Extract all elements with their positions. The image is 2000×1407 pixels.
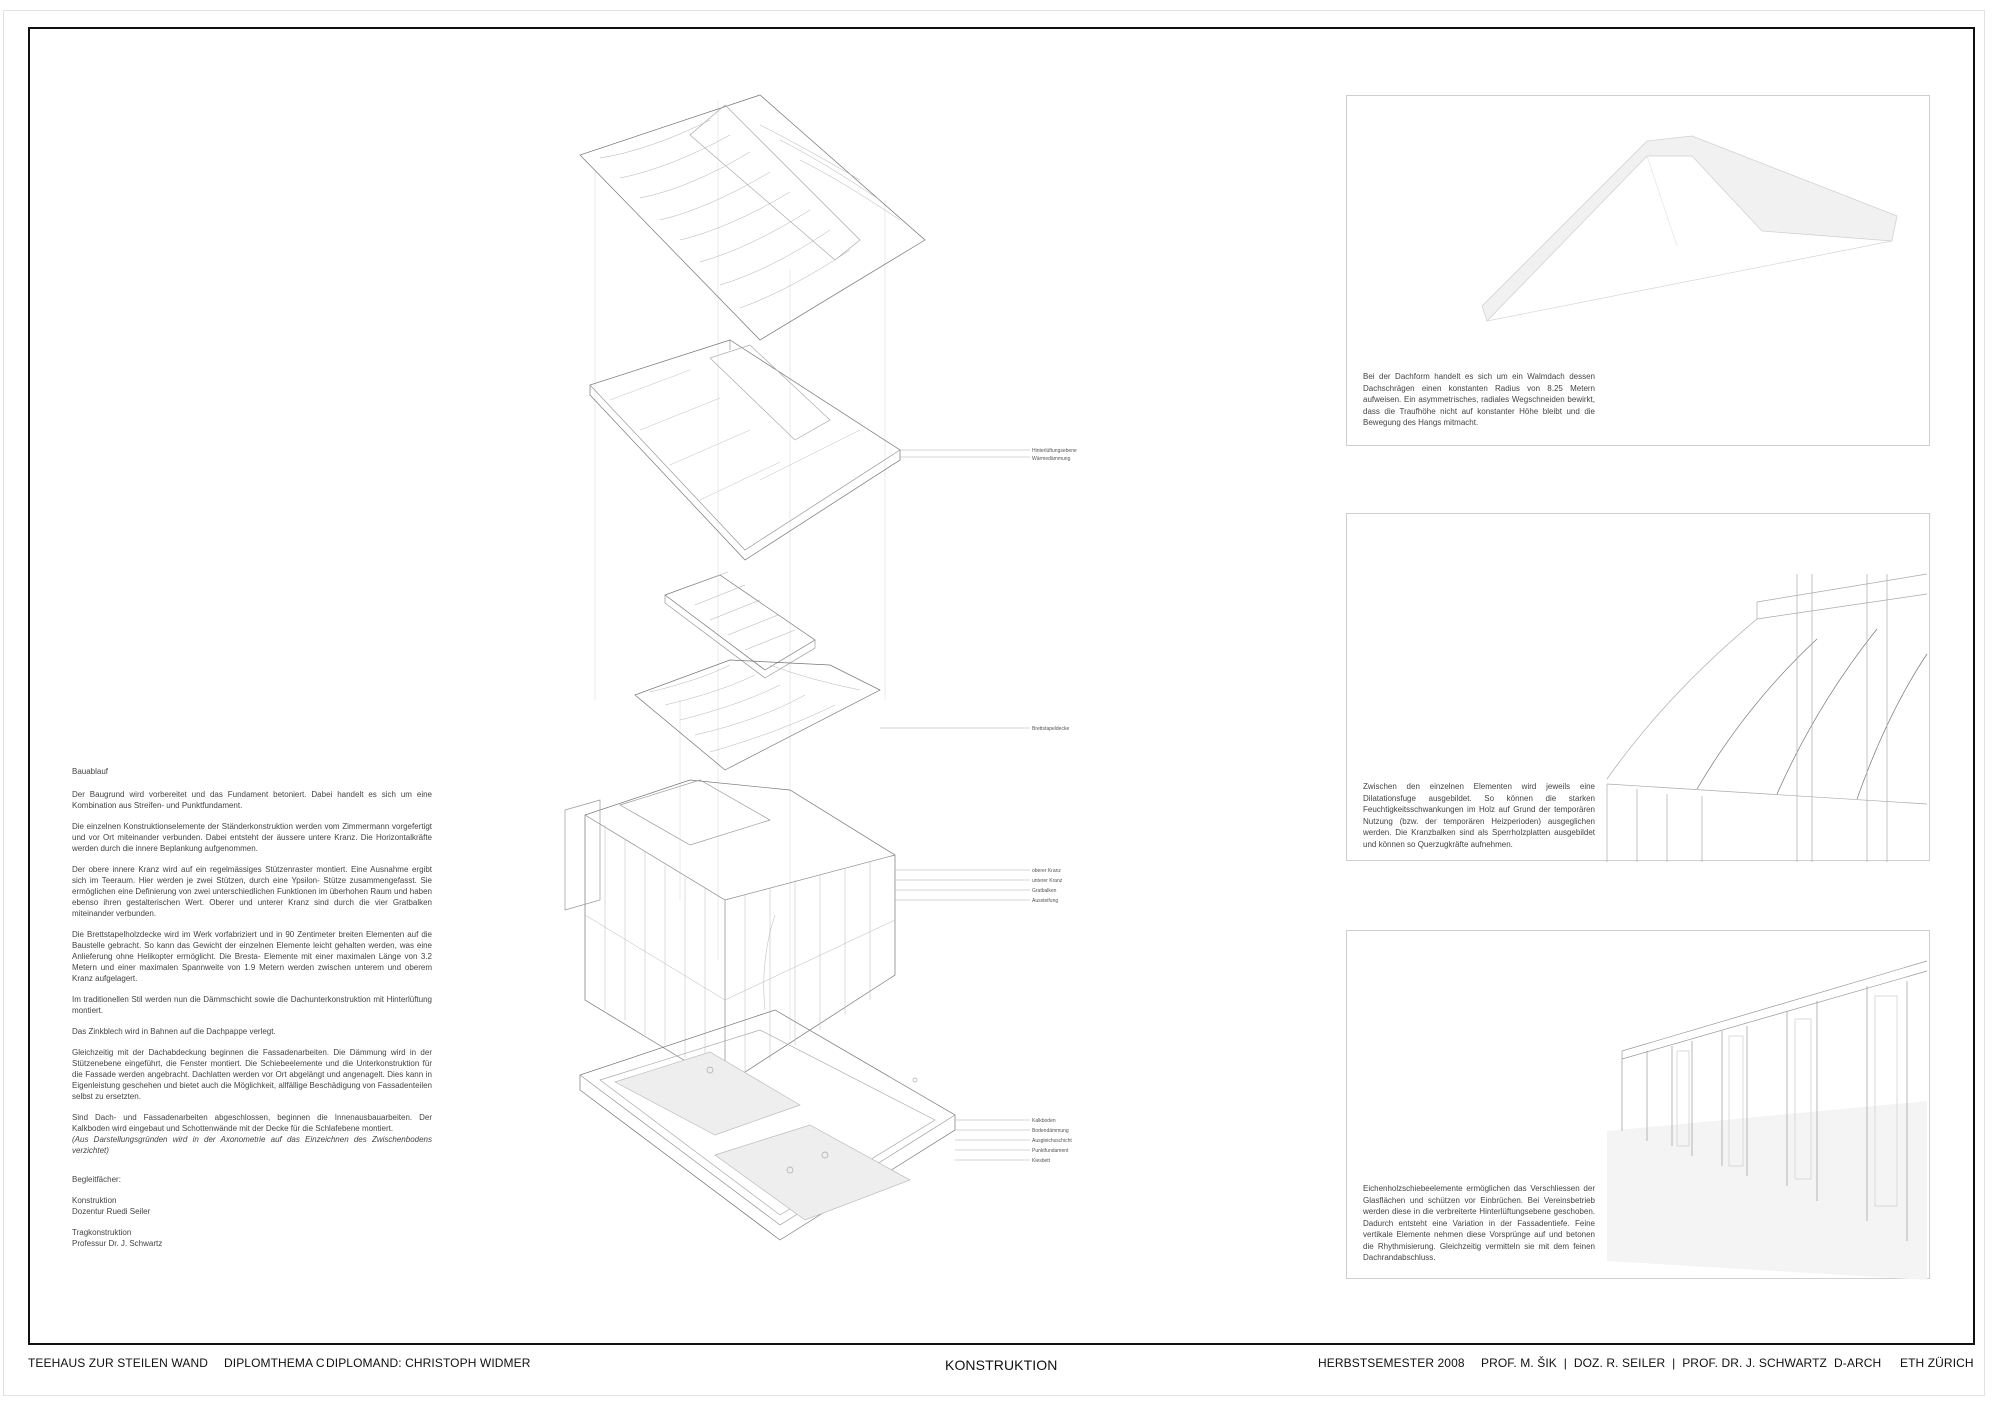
svg-text:Bodendämmung: Bodendämmung — [1032, 1128, 1069, 1134]
exploded-axonometric-drawing — [560, 80, 1250, 1280]
paragraph: Die einzelnen Konstruktionselemente der Ständerkonstruktion werden vom Zimmermann vorgefertigt und vor Ort miteinander verbunden. Dabei entsteht der äussere untere Kranz. Die Horizontalkräfte werden durch die innere Beplankung aufgenommen. — [72, 822, 432, 853]
paragraph: Gleichzeitig mit der Dachabdeckung beginnen die Fassadenarbeiten. Die Dämmung wird in der Stützenebene eingeführt, die Fenster montiert. Die Schiebeelemente und die Unterkonstruktion für die Fassade werden angebracht. Dachlatten werden vor Ort abgelängt und angenagelt. Dies kann in Eigenleistung geschehen und bietet auch die Möglichkeit, allfällige Beschädigung von Fassadenteilen selbst zu ersetzten. — [72, 1048, 432, 1101]
svg-text:Brettstapeldecke: Brettstapeldecke — [1032, 726, 1070, 732]
paragraph: Der obere innere Kranz wird auf ein regelmässiges Stützenraster montiert. Eine Ausnahme ergibt sich im Teeraum. Hier werden je zwei Stützen, durch eine Ypsilon- Stütze zusammengefasst. Sie ermöglichen eine Definierung von zwei unterschiedlichen Funktionen im überhohen Raum und haben ebenso ihren gestalterischen Wert. Oberer und unterer Kranz sind durch die vier Gratbalken miteinander verbunden. — [72, 865, 432, 918]
credits-heading: Begleitfächer: — [72, 1175, 121, 1184]
svg-text:Wärmedämmung: Wärmedämmung — [1032, 456, 1071, 462]
credit-name: Professur Dr. J. Schwartz — [72, 1239, 163, 1248]
svg-text:Hinterlüftungsebene: Hinterlüftungsebene — [1032, 448, 1077, 454]
italic-note: (Aus Darstellungsgründen wird in der Axonometrie auf das Einzeichnen des Zwischenbodens verzichtet) — [72, 1135, 432, 1155]
board-stack-ceiling-layer — [635, 660, 1069, 770]
svg-text:Aussteifung: Aussteifung — [1032, 898, 1059, 904]
insulation-layer — [590, 340, 1077, 560]
detail-panel-dilatation — [1346, 513, 1930, 861]
panel-description: Zwischen den einzelnen Elementen wird jeweils eine Dilatationsfuge ausgebildet. So können die starken Feuchtigkeitsschwankungen im Holz auf Grund der temporären Nutzung (bzw. der temporären Heizperioden) ausgeglichen werden. Die Kranzbalken sind als Sperrholzplatten ausgebildet und können so Querzugkräfte aufnehmen. — [1363, 782, 1595, 849]
svg-text:Punktfundament: Punktfundament — [1032, 1148, 1069, 1154]
footer-sheet-title: KONSTRUKTION — [945, 1357, 1058, 1373]
panel-description: Eichenholzschiebeelemente ermöglichen das Verschliessen der Glasflächen und schützen vor Einbrüchen. Bei Vereinsbetrieb werden diese in die verbreiterte Hinterlüftungsebene geschoben. Dadurch entsteht eine Variation in der Fassadentiefe. Feine vertikale Elemente nehmen diese Vorsprünge auf und betonen die Rhythmisierung. Gleichzeitig vermitteln sie mit dem feinen Dachrandabschluss. — [1363, 1184, 1595, 1262]
footer-thema: DIPLOMTHEMA C — [224, 1356, 325, 1370]
paragraph: Sind Dach- und Fassadenarbeiten abgeschlossen, beginnen die Innenausbauarbeiten. Der Kalkboden wird eingebaut und Schottenwände mit der Decke für die Schlafebene montiert. — [72, 1113, 432, 1133]
paragraph: Das Zinkblech wird in Bahnen auf die Dachpappe verlegt. — [72, 1027, 276, 1036]
paragraph: Im traditionellen Stil werden nun die Dämmschicht sowie die Dachunterkonstruktion mit Hinterlüftung montiert. — [72, 995, 432, 1015]
svg-text:Gratbalken: Gratbalken — [1032, 888, 1057, 894]
footer-semester: HERBSTSEMESTER 2008 — [1318, 1356, 1465, 1370]
foundation-layer — [580, 1010, 1072, 1240]
zinc-roof-layer — [580, 95, 925, 340]
paragraph: Die Brettstapelholzdecke wird im Werk vorfabriziert und in 90 Zentimeter breiten Elementen auf die Baustelle gebracht. So kann das Gewicht der einzelnen Elemente leicht gehalten werden, was eine Anlieferung ohne Helikopter ermöglicht. Die Bresta- Elemente mit einer maximalen Länge von 3.2 Metern und einer maximalen Spannweite von 1.9 Metern werden zwischen unterem und oberem Kranz aufgelagert. — [72, 930, 432, 983]
credits — [72, 1174, 432, 1249]
svg-text:Ausgleichsschicht: Ausgleichsschicht — [1032, 1138, 1072, 1144]
timber-frame-layer — [560, 780, 1063, 1085]
credit-title: Konstruktion — [72, 1196, 117, 1205]
svg-text:Kalkboden: Kalkboden — [1032, 1118, 1056, 1124]
section-heading: Bauablauf — [72, 767, 109, 776]
footer-institution: ETH ZÜRICH — [1900, 1356, 1974, 1370]
upper-slab-layer — [665, 572, 815, 678]
svg-text:unterer Kranz: unterer Kranz — [1032, 878, 1063, 884]
credit-title: Tragkonstruktion — [72, 1228, 132, 1237]
detail-panel-roof-form — [1346, 95, 1930, 446]
construction-sequence-text — [72, 766, 432, 1249]
footer-project-title: TEEHAUS ZUR STEILEN WAND — [28, 1356, 208, 1370]
paragraph: Der Baugrund wird vorbereitet und das Fundament betoniert. Dabei handelt es sich um eine Kombination aus Streifen- und Punktfundament. — [72, 790, 432, 810]
footer-diplomand: DIPLOMAND: CHRISTOPH WIDMER — [326, 1356, 531, 1370]
credit-name: Dozentur Ruedi Seiler — [72, 1207, 151, 1216]
projection-lines — [595, 100, 885, 1040]
footer-professors: PROF. M. ŠIK | DOZ. R. SEILER | PROF. DR. J. SCHWARTZ — [1481, 1356, 1827, 1370]
footer-department: D-ARCH — [1834, 1356, 1882, 1370]
svg-text:Kiesbett: Kiesbett — [1032, 1158, 1051, 1164]
panel-description: Bei der Dachform handelt es sich um ein Walmdach dessen Dachschrägen einen konstanten Radius von 8.25 Metern aufweisen. Ein asymmetrisches, radiales Wegschneiden bewirkt, dass die Traufhöhe nicht auf konstanter Höhe bleibt und die Bewegung des Hangs mitmacht. — [1363, 372, 1595, 427]
detail-panel-sliding-elements — [1346, 930, 1930, 1279]
svg-text:oberer Kranz: oberer Kranz — [1032, 868, 1061, 874]
